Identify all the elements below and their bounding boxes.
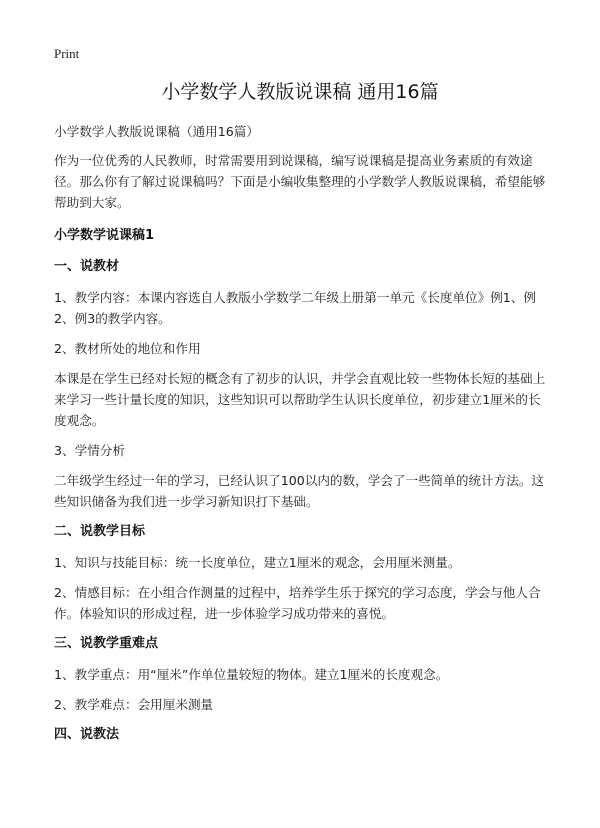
intro-paragraph: 作为一位优秀的人民教师，时常需要用到说课稿，编写说课稿是提高业务素质的有效途径。那么你有了解过说课稿吗？下面是小编收集整理的小学数学人教版说课稿，希望能够帮助到大家。 <box>54 153 546 210</box>
section-heading-teaching-material: 一、说教材 <box>54 259 120 274</box>
section-heading-teaching-goals: 二、说教学目标 <box>54 524 146 539</box>
document-subtitle: 小学数学人教版说课稿（通用16篇） <box>54 124 259 139</box>
section-paragraph: 本课是在学生已经对长短的概念有了初步的认识，并学会直观比较一些物体长短的基础上来学习一些计量长度的知识，这些知识可以帮助学生认识长度单位，初步建立1厘米的长度观念。 <box>54 371 546 428</box>
section-heading-key-points: 三、说教学重难点 <box>54 636 159 651</box>
section-paragraph: 1、教学内容：本课内容选自人教版小学数学二年级上册第一单元《长度单位》例1、例2、例3的教学内容。 <box>54 290 536 326</box>
document-body <box>54 121 550 755</box>
print-link[interactable]: Print <box>54 46 80 61</box>
page-title: 小学数学人教版说课稿 通用16篇 <box>161 81 439 103</box>
section-paragraph: 1、教学重点：用“厘米”作单位量较短的物体。建立1厘米的长度观念。 <box>54 667 449 682</box>
section-paragraph: 3、学情分析 <box>54 443 125 458</box>
section-paragraph: 2、情感目标：在小组合作测量的过程中，培养学生乐于探究的学习态度，学会与他人合作。体验知识的形成过程，进一步体验学习成功带来的喜悦。 <box>54 585 541 621</box>
section-paragraph: 二年级学生经过一年的学习，已经认识了100以内的数，学会了一些简单的统计方法。这些知识储备为我们进一步学习新知识打下基础。 <box>54 473 545 509</box>
section-paragraph: 2、教学难点：会用厘米测量 <box>54 697 214 712</box>
section-paragraph: 2、教材所处的地位和作用 <box>54 341 201 356</box>
section-heading-teaching-method: 四、说教法 <box>54 727 120 742</box>
section-paragraph: 1、知识与技能目标：统一长度单位，建立1厘米的观念，会用厘米测量。 <box>54 555 461 570</box>
article-heading: 小学数学说课稿1 <box>54 228 155 243</box>
